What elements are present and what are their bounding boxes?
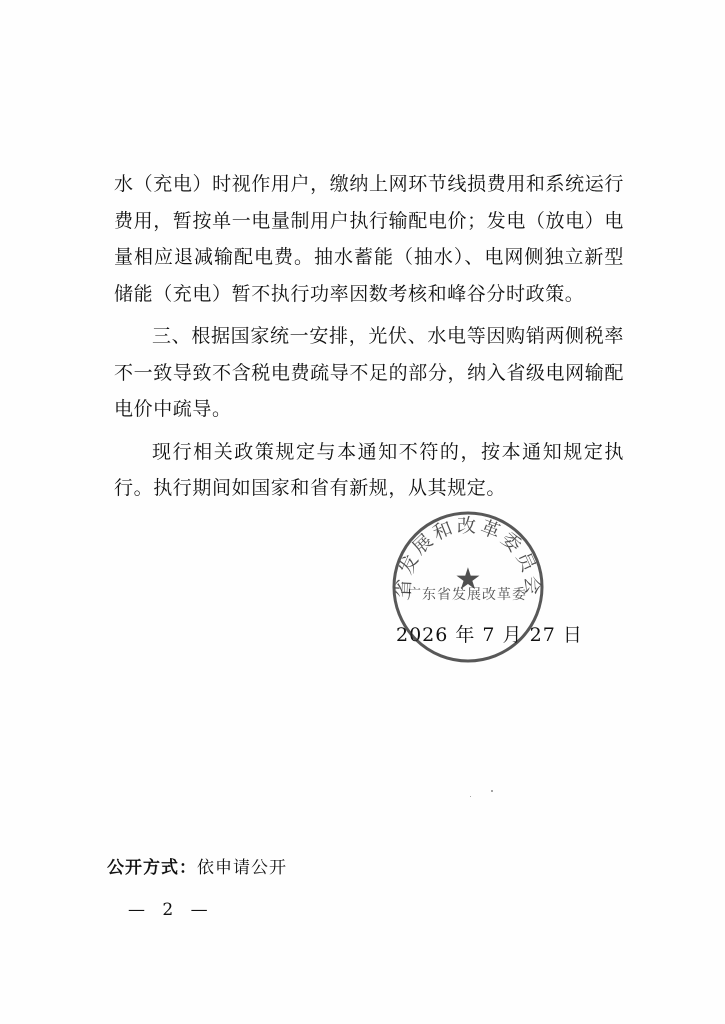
paragraph-3: 现行相关政策规定与本通知不符的，按本通知规定执行。执行期间如国家和省有新规，从其规定。 [114,440,624,499]
paragraph-2: 三、根据国家统一安排，光伏、水电等因购销两侧税率不一致导致不含税电费疏导不足的部分，纳入省级电网输配电价中疏导。 [114,325,624,420]
scan-speck [491,790,493,792]
paragraph-1: 水（充电）时视作用户，缴纳上网环节线损费用和系统运行费用，暂按单一电量制用户执行输配电价；发电（放电）电量相应退减输配电费。抽水蓄能（抽水）、电网侧独立新型储能（充电）暂不执行功率因数考核和峰谷分时政策。 [114,173,624,305]
scan-speck [470,796,471,797]
page-number: — 2 — [128,900,214,920]
seal-arc-text: 省发展和改革委员会 [392,514,544,599]
disclosure-label: 公开方式： [107,858,197,878]
issue-date: 2026 年 7 月 27 日 [396,624,583,646]
seal-inner-text: 广东省发展改革委 [407,587,527,603]
document-body [114,166,624,507]
seal-star-icon: ★ [454,562,482,597]
disclosure-value: 依申请公开 [197,858,287,878]
disclosure-line [107,853,287,878]
